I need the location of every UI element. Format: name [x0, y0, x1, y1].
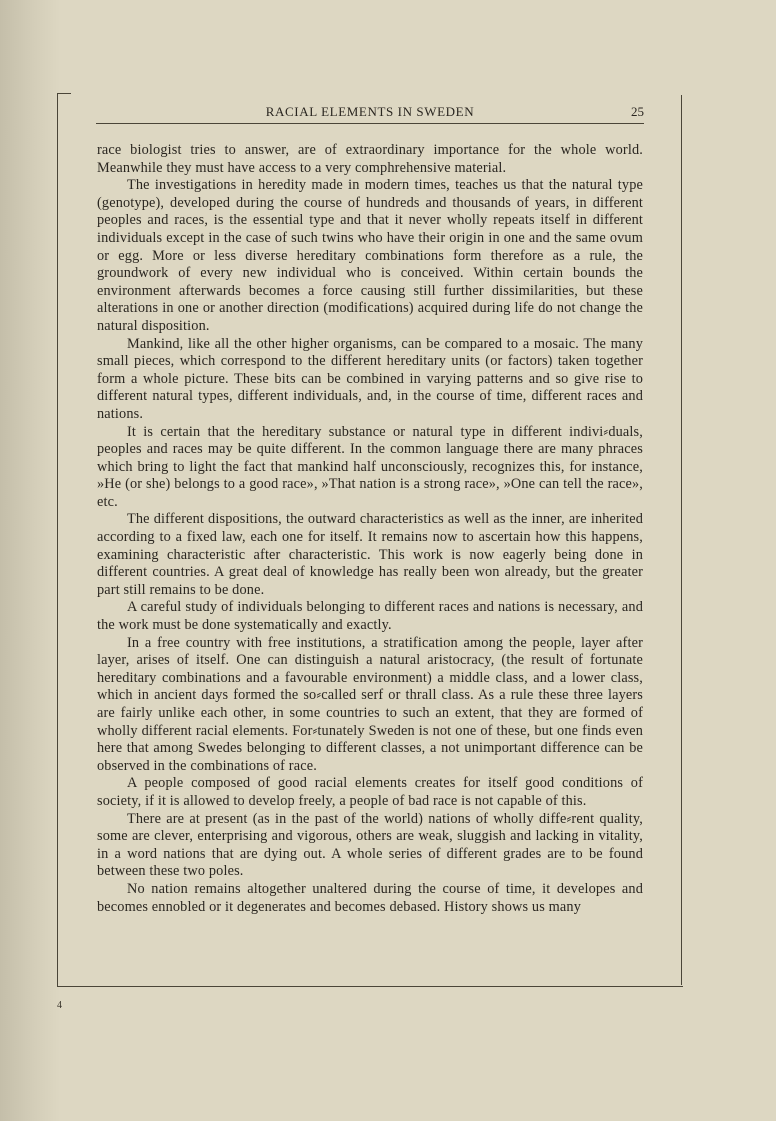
header-title: RACIAL ELEMENTS IN SWEDEN: [265, 104, 475, 119]
page-edge-shadow: [0, 0, 60, 1121]
header-rule: [96, 123, 644, 124]
running-header: [96, 102, 644, 124]
paragraph: The investigations in heredity made in modern times, teaches us that the natural type (genotype), developed during the course of hundreds and thousands of years, in different peoples and races, is the essential type and that it never wholly repeats itself in different individuals except in the case of such twins who have their origin in one and the same ovum or egg. More or less diverse hereditary combinations form therefore as a rule, the groundwork of every new individual who is conceived. Within certain bounds the environment afterwards becomes a force causing still further dissimilarities, but these alterations in one or another direction (modifications) acquired during life do not change the natural disposition.: [97, 177, 643, 334]
paragraph: No nation remains altogether unaltered during the course of time, it developes and becomes ennobled or it degenerates and becomes debased. History shows us many: [97, 880, 643, 915]
paragraph: race biologist tries to answer, are of extraordinary importance for the whole world. Meanwhile they must have access to a very comphrehensive material.: [97, 142, 643, 176]
paragraph: A careful study of individuals belonging to different races and nations is necessary, and the work must be done systematically and exactly.: [97, 599, 643, 634]
paragraph: Mankind, like all the other higher organisms, can be compared to a mosaic. The many small pieces, which correspond to the different hereditary units (or factors) taken together form a whole picture. These bits can be combined in varying patterns and so give rise to different natural types, different individuals, and, in the course of time, different races and nations.: [97, 335, 643, 422]
paragraph: In a free country with free institutions, a stratification among the people, layer after layer, arises of itself. One can distinguish a natural aristocracy, (the result of fortunate hereditary combinations and a favourable environment) a middle class, and a lower class, which in ancient days formed the so⸗called serf or thrall class. As a rule these three layers are fairly unlike each other, in some countries to such an extent, that they are formed of wholly different racial elements. For⸗tunately Sweden is not one of these, but one finds even here that among Swedes belonging to different classes, a not unimportant difference can be observed in the combinations of race.: [97, 634, 643, 774]
signature-mark: 4: [57, 1000, 62, 1011]
paragraph: It is certain that the hereditary substance or natural type in different indivi⸗duals, peoples and races may be quite different. In the common language there are many phraces which bring to light the fact that mankind half unconsciously, recognizes this, for instance, »He (or she) belongs to a good race», »That nation is a strong race», »One can tell the race», etc.: [97, 423, 643, 510]
paragraph: The different dispositions, the outward characteristics as well as the inner, are inherited according to a fixed law, each one for itself. It remains now to ascertain how this happens, examining characteristic after characteristic. This work is now eagerly being done in different countries. A great deal of knowledge has really been won already, but the greater part still remains to be done.: [97, 511, 643, 598]
page-number: 25: [631, 104, 644, 119]
frame-right-rule: [681, 95, 682, 985]
frame-corner-mark: [57, 93, 71, 94]
paragraph: There are at present (as in the past of the world) nations of wholly diffe⸗rent quality, some are clever, enterprising and vigorous, others are weak, sluggish and lacking in vitality, in a word nations that are dying out. A whole series of different grades are to be found between these two poles.: [97, 810, 643, 880]
paragraph: A people composed of good racial elements creates for itself good conditions of society, if it is allowed to develop freely, a people of bad race is not capable of this.: [97, 775, 643, 809]
body-text: [97, 142, 643, 916]
